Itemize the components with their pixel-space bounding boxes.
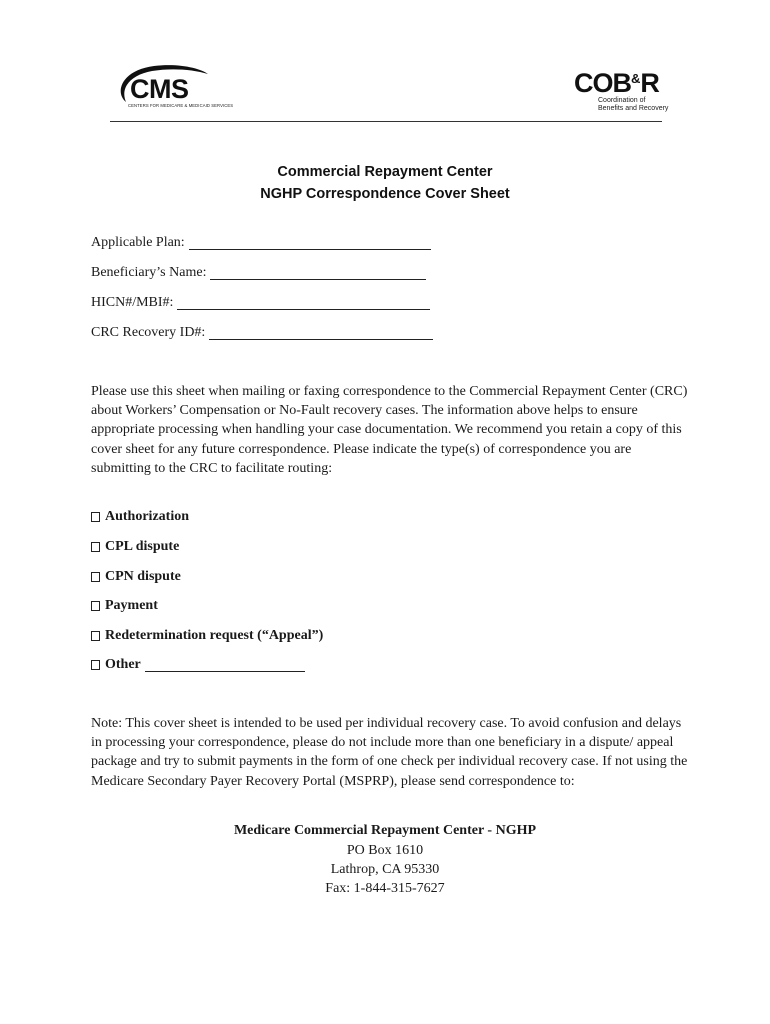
- checkbox-label: Redetermination request (“Appeal”): [105, 628, 324, 643]
- crc-recovery-id-field: [91, 326, 433, 340]
- crc-recovery-id-label: CRC Recovery ID#:: [91, 325, 206, 340]
- checkbox-other[interactable]: [91, 658, 305, 672]
- cobr-wordmark-amp: &: [631, 71, 641, 86]
- header-divider: [110, 121, 662, 122]
- cms-tagline: CENTERS FOR MEDICARE & MEDICAID SERVICES: [128, 103, 234, 108]
- document-subtitle: NGHP Correspondence Cover Sheet: [260, 186, 510, 202]
- checkbox-cpl-dispute[interactable]: [91, 540, 179, 554]
- other-blank[interactable]: [145, 659, 305, 672]
- applicable-plan-label: Applicable Plan:: [91, 235, 185, 250]
- cms-wordmark: CMS: [130, 74, 189, 104]
- checkbox-label: CPN dispute: [105, 569, 181, 584]
- checkbox-icon[interactable]: [91, 601, 100, 611]
- cobr-subtitle-line1: Coordination of: [598, 97, 646, 104]
- cobr-subtitle: [598, 97, 668, 112]
- cobr-wordmark: [574, 70, 659, 97]
- beneficiary-name-label: Beneficiary’s Name:: [91, 265, 207, 280]
- checkbox-label: CPL dispute: [105, 539, 180, 554]
- cobr-subtitle-line2: Benefits and Recovery: [598, 104, 669, 112]
- address-po-box: PO Box 1610: [346, 843, 424, 858]
- beneficiary-name-blank[interactable]: [210, 267, 426, 280]
- address-name: Medicare Commercial Repayment Center - NGHP: [233, 823, 537, 838]
- address-city-state-zip: Lathrop, CA 95330: [330, 862, 440, 877]
- crc-recovery-id-blank[interactable]: [209, 327, 433, 340]
- applicable-plan-field: [91, 236, 431, 250]
- checkbox-icon[interactable]: [91, 512, 100, 522]
- checkbox-icon[interactable]: [91, 542, 100, 552]
- checkbox-redetermination-request[interactable]: [91, 629, 323, 643]
- checkbox-icon[interactable]: [91, 572, 100, 582]
- checkbox-label: Authorization: [105, 509, 189, 524]
- address-fax: Fax: 1-844-315-7627: [325, 881, 445, 896]
- cobr-logo: [574, 68, 669, 114]
- hicn-mbi-label: HICN#/MBI#:: [91, 295, 174, 310]
- cobr-wordmark-right: R: [640, 68, 659, 98]
- beneficiary-name-field: [91, 266, 426, 280]
- checkbox-cpn-dispute[interactable]: [91, 570, 181, 584]
- cms-logo: [112, 62, 234, 114]
- checkbox-label: Payment: [105, 598, 158, 613]
- checkbox-label: Other: [105, 657, 141, 672]
- document-title: Commercial Repayment Center: [277, 164, 493, 180]
- checkbox-payment[interactable]: [91, 599, 158, 613]
- note-paragraph: Note: This cover sheet is intended to be used per individual recovery case. To avoid confusion and delays in processing your correspondence, please do not include more than one beneficiary in a dispute/ appeal package and try to submit payments in the form of one check per individual recovery case. If not using the Medicare Secondary Payer Recovery Portal (MSPRP), please send correspondence to:: [91, 716, 688, 789]
- hicn-mbi-field: [91, 296, 430, 310]
- checkbox-icon[interactable]: [91, 660, 100, 670]
- hicn-mbi-blank[interactable]: [177, 297, 430, 310]
- cobr-wordmark-left: COB: [574, 68, 631, 98]
- checkbox-authorization[interactable]: [91, 510, 189, 524]
- intro-paragraph: Please use this sheet when mailing or faxing correspondence to the Commercial Repayment Center (CRC) about Workers’ Compensation or No-Fault recovery cases. The information above helps to ensure appropriate processing when handling your case documentation. We recommend you retain a copy of this cover sheet for any future correspondence. Please indicate the type(s) of correspondence you are submitting to the CRC to facilitate routing:: [91, 384, 688, 476]
- checkbox-icon[interactable]: [91, 631, 100, 641]
- applicable-plan-blank[interactable]: [189, 237, 431, 250]
